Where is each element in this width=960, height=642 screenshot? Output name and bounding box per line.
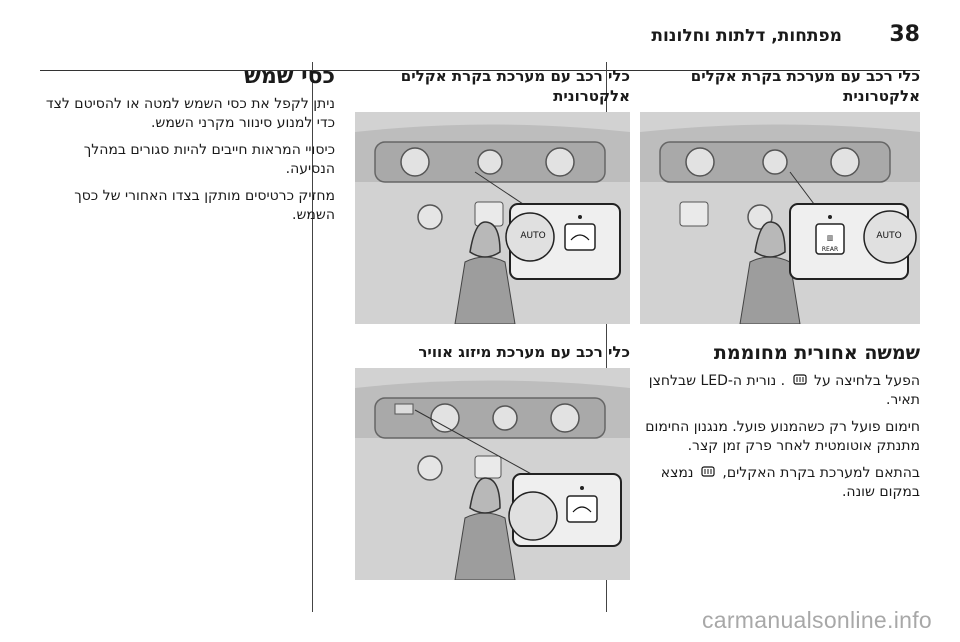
paragraph: חימום פועל רק כשהמנוע פועל. מנגנון החימום מתנתק אוטומטית לאחר פרק זמן קצר. [645, 419, 920, 454]
figure-climate-panel-rear [640, 112, 920, 324]
auto-label: AUTO [520, 231, 546, 241]
paragraph-text: בהתאם למערכת בקרת האקלים, [722, 465, 920, 481]
paragraph: כיסויי המראות חייבים להיות סגורים במהלך הנסיעה. [83, 142, 335, 177]
section-heading: שמשה אחורית מחוממת [713, 342, 920, 364]
figure-caption: כלי רכב עם מערכת בקרת אקלים אלקטרונית [400, 67, 630, 105]
figure-caption: כלי רכב עם מערכת בקרת אקלים אלקטרונית [690, 67, 920, 105]
paragraph [640, 464, 920, 502]
svg-text:▥: ▥ [826, 234, 834, 242]
paragraph-text: נמצא במקום שונה. [660, 465, 920, 500]
paragraph: מחזיק כרטיסים מותקן בצדו האחורי של כסך השמש. [74, 188, 335, 223]
paragraph-text: . נורית ה-LED שבלחצן תאיר. [648, 373, 920, 408]
column-middle [355, 62, 630, 580]
figure-ac-panel [355, 368, 630, 580]
paragraph: ניתן לקפל את כסי השמש למטה או להסיטם לצד כדי למנוע סינוור מקרני השמש. [45, 96, 335, 131]
paragraph [640, 372, 920, 410]
page-header [0, 22, 960, 52]
rear-defrost-icon [793, 373, 807, 387]
auto-label: AUTO [876, 231, 902, 241]
section-heading: כסי שמש [244, 64, 335, 89]
figure-caption: כלי רכב עם מערכת מיזוג אוויר [418, 343, 630, 361]
rear-label: REAR [821, 246, 839, 253]
watermark: carmanualsonline.info [701, 607, 932, 633]
column-left [45, 62, 335, 233]
paragraph-text: הפעל בלחיצה על [813, 373, 920, 389]
column-right [640, 62, 920, 510]
rear-defrost-icon [701, 465, 715, 479]
chapter-title: מפתחות, דלתות וחלונות [651, 26, 842, 46]
figure-climate-panel-front [355, 112, 630, 324]
page-number: 38 [889, 22, 920, 47]
